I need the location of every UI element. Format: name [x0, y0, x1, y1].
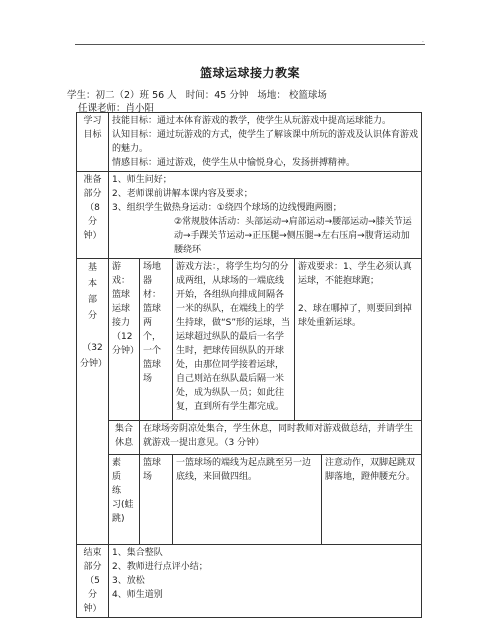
fitness-method: 一篮球场的端线为起点跳至另一边底线，来回做四组。: [173, 455, 322, 545]
fitness-equipment: 篮球 场: [140, 455, 173, 545]
end-step-4: 4、师生道别: [112, 590, 163, 600]
goals-row: [77, 113, 422, 172]
gather-name: 集合 休息: [109, 421, 140, 455]
goals-content: [109, 113, 422, 172]
game-row: [77, 259, 422, 421]
end-label: 结束 部分 （5 分 钟）: [77, 545, 109, 618]
time-info: 时间：45 分钟: [185, 90, 249, 101]
gather-row: [77, 421, 422, 455]
prep-content: [109, 172, 422, 259]
end-step-2: 2、教师进行点评小结；: [112, 562, 208, 572]
end-step-3: 3、放松: [112, 576, 145, 586]
fitness-name: 素 质 练 习(蛙 跳): [109, 455, 140, 545]
prep-step-3b: ②常规肢体活动：头部运动→肩部运动→腰部运动→膝关节运动→手踝关节运动→正压腿→侧压腿→左右压肩→腹背运动加腰绕环: [174, 217, 412, 255]
prep-label: 准备 部分 （8 分 钟）: [77, 172, 109, 259]
end-step-1: 1、集合整队: [112, 548, 163, 558]
goal-emotional: 情感目标：通过游戏，使学生从中愉悦身心，发扬拼搏精神。: [112, 158, 356, 168]
header-rule: [75, 44, 425, 45]
fitness-note: 注意动作，双脚起跳双脚落地，蹬伸腰充分。: [322, 455, 422, 545]
prep-step-1: 1、师生问好；: [112, 175, 172, 185]
game-equipment: 场地 器材： 篮球 两个， 一个 篮球 场: [140, 259, 173, 421]
gather-text: 在球场旁阴凉处集合，学生休息，同时教师对游戏做总结，并请学生就游戏一提出意见。（3 分钟）: [140, 421, 422, 455]
teacher-info: 任课老师：肖小阳: [78, 103, 155, 114]
basic-label: 基 本 部 分 （32 分钟）: [77, 259, 109, 545]
prep-step-2: 2、老师课前讲解本课内容及要求；: [112, 189, 253, 199]
prep-row: [77, 172, 422, 259]
lesson-table: [76, 112, 422, 618]
game-name: 游戏： 篮球 运球 接力 （12 分钟）: [109, 259, 140, 421]
students-info: 学生：初二（2）班 56 人: [67, 90, 177, 101]
venue-info: 场地： 校篮球场: [257, 90, 327, 101]
end-content: [109, 545, 422, 618]
goal-cognitive: 认知目标：通过玩游戏的方式，使学生了解该课中所玩的游戏及认识体育游戏的魅力。: [112, 130, 419, 154]
fitness-row: [77, 455, 422, 545]
lesson-info: [67, 87, 333, 101]
page-title: 篮球运球接力教案: [199, 66, 300, 80]
goals-label: 学习 目标: [77, 113, 109, 172]
end-row: [77, 545, 422, 618]
goal-skill: 技能目标：通过本体育游戏的教学，使学生从玩游戏中提高运球能力。: [112, 116, 392, 126]
prep-step-3: 3、组织学生做热身运动：①绕四个球场的边线慢跑两圈；: [112, 203, 342, 213]
game-requirements: 游戏要求：1、学生必须认真运球，不能抱球跑； 2、球在哪掉了，则要回到掉球处重新运球。: [295, 259, 422, 421]
corner-mark: .: [422, 37, 424, 44]
game-method: 游戏方法：，将学生均匀的分成两组，从球场的一端底线开始，各组纵向排成间隔各一米的纵队，在端线上的学生持球，做“S”形的运球，当运球超过纵队的最后一名学生时，把球传回纵队的开球处，由那位同学接着运球，自己则站在纵队最后隔一米处，成为纵队一员；如此往复，直到所有学生都完成。: [173, 259, 295, 421]
